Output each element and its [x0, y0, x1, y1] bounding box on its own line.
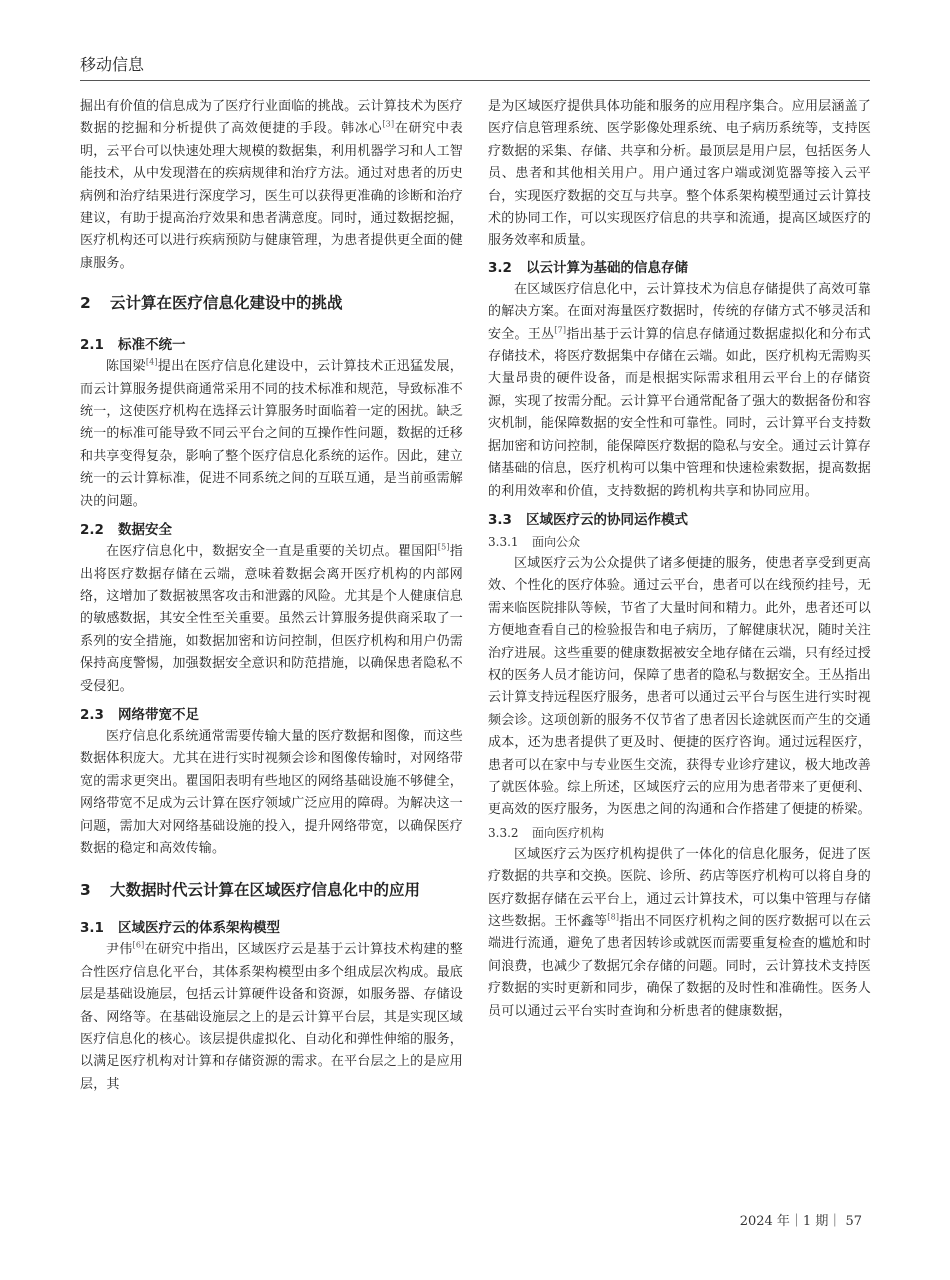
- subsubsection-heading-3-3-1: 3.3.1 面向公众: [488, 534, 581, 549]
- subsection-heading-3-3: 3.3 区域医疗云的协同运作模式: [488, 511, 688, 528]
- paragraph: 在医疗信息化中，数据安全一直是重要的关切点。瞿国阳[5]指出将医疗数据存储在云端，意味着数据会离开医疗机构的内部网络，这增加了数据被黑客攻击和泄露的风险。尤其是个人健康信息的敏感数据，其安全性至关重要。虽然云计算服务提供商采取了一系列的安全措施，如数据加密和访问控制，但医疗机构和用户仍需保持高度警惕，加强数据安全意识和防范措施，以确保患者隐私不受侵犯。: [80, 542, 463, 694]
- paragraph: 是为区域医疗提供具体功能和服务的应用程序集合。应用层涵盖了医疗信息管理系统、医学影像处理系统、电子病历系统等，支持医疗数据的采集、存储、共享和分析。最顶层是用户层，包括医务人员、患者和其他相关用户。用户通过客户端或浏览器等接入云平台，实现医疗数据的交互与共享。整个体系架构模型通过云计算技术的协同工作，可以实现医疗信息的共享和流通，提高区域医疗的服务效率和质量。: [488, 99, 871, 249]
- subsection-heading-2-2: 2.2 数据安全: [80, 522, 172, 539]
- subsection-heading-2-1: 2.1 标准不统一: [80, 337, 186, 354]
- header-rule: [80, 80, 870, 81]
- paragraph: 区域医疗云为医疗机构提供了一体化的信息化服务，促进了医疗数据的共享和交换。医院、诊所、药店等医疗机构可以将自身的医疗数据存储在云平台上，通过云计算技术，可以集中管理与存储这些数据。王怀鑫等[8]指出不同医疗机构之间的医疗数据可以在云端进行流通，避免了患者因转诊或就医而需要重复检查的尴尬和时间浪费，也减少了数据冗余存储的问题。同时，云计算技术支持医疗数据的实时更新和同步，确保了数据的及时性和准确性。医务人员可以通过云平台实时查询和分析患者的健康数据，: [488, 846, 871, 1019]
- section-heading-3: 3 大数据时代云计算在区域医疗信息化中的应用: [80, 881, 421, 900]
- paragraph: 医疗信息化系统通常需要传输大量的医疗数据和图像，而这些数据体积庞大。尤其在进行实时视频会诊和图像传输时，对网络带宽的需求更突出。瞿国阳表明有些地区的网络基础设施不够健全，网络带宽不足成为云计算在医疗领域广泛应用的障碍。为解决这一问题，需加大对网络基础设施的投入，提升网络带宽，以确保医疗数据的稳定和高效传输。: [80, 728, 463, 856]
- subsection-heading-3-2: 3.2 以云计算为基础的信息存储: [488, 259, 688, 276]
- subsubsection-heading-3-3-2: 3.3.2 面向医疗机构: [488, 825, 605, 840]
- paragraph: 掘出有价值的信息成为了医疗行业面临的挑战。云计算技术为医疗数据的挖掘和分析提供了高效便捷的手段。韩冰心[3]在研究中表明，云平台可以快速处理大规模的数据集，利用机器学习和人工智能技术，从中发现潜在的疾病规律和治疗方法。通过对患者的历史病例和治疗结果进行深度学习，医生可以获得更准确的诊断和治疗建议，有助于提高治疗效果和患者满意度。同时，通过数据挖掘，医疗机构还可以进行疾病预防与健康管理，为患者提供更全面的健康服务。: [80, 99, 463, 271]
- right-column: [488, 96, 871, 1023]
- subsection-heading-3-1: 3.1 区域医疗云的体系架构模型: [80, 920, 280, 937]
- subsection-heading-2-3: 2.3 网络带宽不足: [80, 706, 199, 723]
- page-footer: 2024 年｜1 期｜ 57: [739, 1214, 862, 1229]
- paragraph: 区域医疗云为公众提供了诸多便捷的服务，使患者享受到更高效、个性化的医疗体验。通过云平台，患者可以在线预约挂号，无需来临医院排队等候，节省了大量时间和精力。此外，患者还可以方便地查看自己的检验报告和电子病历，了解健康状况，随时关注治疗进展。这些重要的健康数据被安全地存储在云端，只有经过授权的医务人员才能访问，保障了患者的隐私与数据安全。王丛指出云计算支持远程医疗服务，患者可以通过云平台与医生进行实时视频会诊。这项创新的服务不仅节省了患者因长途就医而产生的交通成本，还为患者提供了更及时、便捷的医疗咨询。通过远程医疗，患者可以在家中与专业医生交流，获得专业诊疗建议，极大地改善了就医体验。综上所述，区域医疗云的应用为患者带来了更便利、更高效的医疗服务，为医患之间的沟通和合作搭建了便捷的桥梁。: [488, 555, 871, 818]
- section-heading-2: 2 云计算在医疗信息化建设中的挑战: [80, 294, 343, 313]
- journal-name: 移动信息: [80, 55, 145, 74]
- paragraph: 尹伟[6]在研究中指出，区域医疗云是基于云计算技术构建的整合性医疗信息化平台，其体系架构模型由多个组成层次构成。最底层是基础设施层，包括云计算硬件设备和资源，如服务器、存储设备、网络等。在基础设施层之上的是云计算平台层，其是实现区域医疗信息化的核心。该层提供虚拟化、自动化和弹性伸缩的服务，以满足医疗机构对计算和存储资源的需求。在平台层之上的是应用层，其: [80, 941, 463, 1092]
- paragraph: 陈国梁[4]提出在医疗信息化建设中，云计算技术正迅猛发展，而云计算服务提供商通常采用不同的技术标准和规范，导致标准不统一，这使医疗机构在选择云计算服务时面临着一定的困扰。缺乏统一的标准可能导致不同云平台之间的互操作性问题，数据的迁移和共享变得复杂，影响了整个医疗信息化系统的运作。因此，建立统一的云计算标准，促进不同系统之间的互联互通，是当前亟需解决的问题。: [80, 357, 463, 509]
- left-column: [80, 96, 463, 1096]
- paragraph: 在区域医疗信息化中，云计算技术为信息存储提供了高效可靠的解决方案。在面对海量医疗数据时，传统的存储方式不够灵活和安全。王丛[7]指出基于云计算的信息存储通过数据虚拟化和分布式存储技术，将医疗数据集中存储在云端。如此，医疗机构无需购买大量昂贵的硬件设备，而是根据实际需求租用云平台上的存储资源，实现了按需分配。云计算平台通常配备了强大的数据备份和容灾机制，能保障数据的安全性和可靠性。同时，云计算平台支持数据加密和访问控制，能保障医疗数据的隐私与安全。通过云计算存储基础的信息，医疗机构可以集中管理和快速检索数据，提高数据的利用效率和价值，支持数据的跨机构共享和协同应用。: [488, 281, 871, 499]
